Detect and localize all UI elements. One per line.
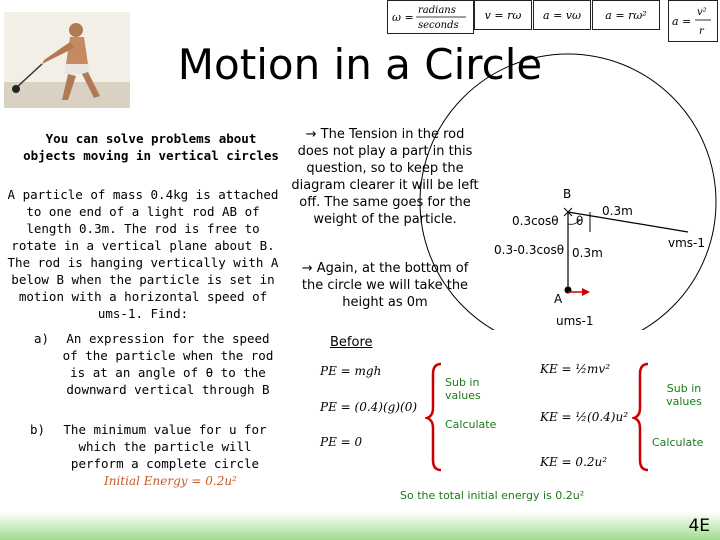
height-note: → Again, at the bottom of the circle we will take the height as 0m [301, 261, 469, 310]
svg-text:r: r [699, 26, 704, 37]
before-label: Before [330, 335, 373, 350]
sub-in-left: Sub in values [445, 376, 481, 402]
pe-equation-3: PE = 0 [320, 435, 363, 449]
svg-text:ω =: ω = [392, 11, 414, 24]
part-a-label: a) [34, 331, 50, 346]
intro-text: You can solve problems about objects moving in vertical circles [23, 131, 279, 163]
label-rod-length: 0.3m [602, 204, 633, 218]
svg-text:a =: a = [672, 15, 692, 28]
part-b-text: The minimum value for u for which the particle will perform a complete circle [63, 422, 267, 471]
part-a-text: An expression for the speed of the particle when the rod is at an angle of θ to the downward vertical through B [62, 331, 274, 397]
formula-linear-velocity: v = rω [474, 0, 532, 30]
ke-equation-3: KE = 0.2u² [540, 455, 608, 469]
label-a: A [554, 292, 563, 306]
page-title: Motion in a Circle [177, 40, 543, 89]
label-cos: 0.3cosθ [512, 214, 559, 228]
problem-text: A particle of mass 0.4kg is attached to one end of a light rod AB of length 0.3m. The rod is free to rotate in a vertical plane about B. The rod is hanging vertically with A below B when the particle is set in motion with a horizontal speed of ums-1. Find: [7, 187, 279, 321]
footer-bar [0, 512, 720, 540]
sub-in-right: Sub in values [666, 382, 702, 408]
label-height: 0.3-0.3cosθ [494, 243, 565, 257]
formula-accel-vw: a = vω [533, 0, 591, 30]
svg-text:radians: radians [418, 5, 456, 16]
formula-accel-rw2: a = rω² [592, 0, 660, 30]
part-b-label: b) [30, 422, 46, 437]
svg-text:seconds: seconds [418, 20, 459, 31]
ke-equation-1: KE = ½mv² [540, 362, 611, 376]
pe-equation-2: PE = (0.4)(g)(0) [320, 400, 418, 414]
tension-note: → The Tension in the rod does not play a part in this question, so to keep the diagram clearer it will be left off. The same goes for the weight of the particle. [291, 127, 479, 227]
calculate-left: Calculate [445, 418, 497, 431]
label-theta: θ [576, 214, 584, 228]
page-number: 4E [688, 516, 710, 536]
label-speed-bottom: ums-1 [556, 314, 594, 328]
label-speed-right: vms-1 [668, 236, 706, 250]
svg-text:v²: v² [697, 7, 707, 18]
pe-equation-1: PE = mgh [320, 364, 382, 378]
label-rod-length-lower: 0.3m [572, 246, 603, 260]
ke-equation-2: KE = ½(0.4)u² [540, 410, 629, 424]
right-brace [632, 362, 652, 472]
total-energy-statement: So the total initial energy is 0.2u² [400, 489, 585, 502]
left-brace [425, 362, 445, 472]
label-b: B [563, 187, 572, 201]
initial-energy-note: Initial Energy = 0.2u² [104, 474, 237, 488]
calculate-right: Calculate [652, 436, 704, 449]
